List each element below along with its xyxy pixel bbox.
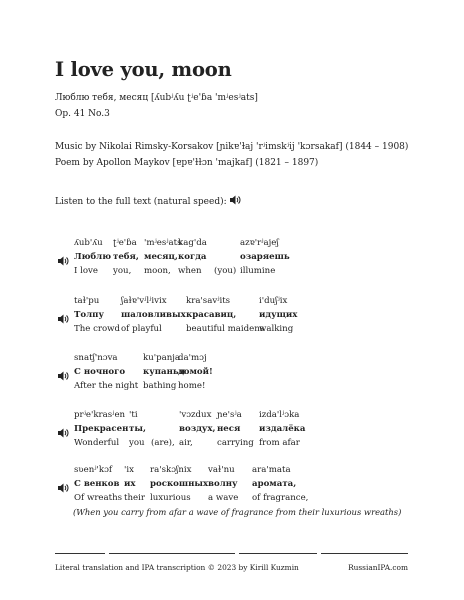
speaker-icon[interactable] <box>230 195 241 205</box>
english-gloss: when <box>178 266 202 276</box>
ipa-text: ra'skɔʃnix <box>150 465 192 475</box>
listen-label: Listen to the full text (natural speed): <box>55 197 227 207</box>
word-cell <box>179 408 216 450</box>
word-cell <box>74 294 120 336</box>
word-cell <box>208 463 238 505</box>
ipa-text: vaɫ'nu <box>208 465 235 475</box>
english-gloss: home! <box>178 381 206 391</box>
word-cell <box>259 408 305 450</box>
ipa-text: izda'lʲɔka <box>259 410 300 420</box>
ipa-text: kag'da <box>178 238 207 248</box>
site-link[interactable]: RussianIPA.com <box>348 563 408 572</box>
english-gloss: The crowd <box>74 324 121 334</box>
russian-word: С ночного <box>74 367 126 377</box>
ipa-text: 'mʲesʲats <box>144 238 182 248</box>
russian-word: их <box>124 479 136 489</box>
ipa-text <box>151 408 175 422</box>
english-gloss: Of wreaths <box>74 493 123 503</box>
english-gloss: After the night <box>74 381 139 391</box>
english-gloss: illumine <box>240 266 276 276</box>
english-gloss: Wonderful <box>74 438 120 448</box>
word-cell <box>252 463 308 505</box>
ipa-text: da'mɔj <box>178 353 207 363</box>
ipa-text: ʃaɫɐ'vʲlʲivix <box>121 296 167 306</box>
word-cell <box>259 294 297 336</box>
listen-full-text <box>55 195 241 207</box>
russian-word: тебя, <box>113 252 139 262</box>
russian-word: С венков <box>74 479 120 489</box>
english-gloss: from afar <box>259 438 300 448</box>
russian-word: ты, <box>129 424 146 434</box>
ipa-text: ku'panja <box>143 353 181 363</box>
speaker-icon[interactable] <box>58 478 69 497</box>
word-cell <box>74 236 111 278</box>
word-cell <box>240 236 290 278</box>
russian-word: месяц, <box>144 252 178 262</box>
russian-word: Толпу <box>74 310 104 320</box>
subtitle-russian: Люблю тебя, месяц [ʎubʲʎu ʈʲe'ɓa 'mʲesʲats] <box>55 93 258 103</box>
russian-word <box>151 422 175 436</box>
english-gloss: beautiful maidens <box>186 324 265 334</box>
word-cell <box>214 236 236 278</box>
russian-word: шаловливых <box>121 310 186 320</box>
english-gloss: carrying <box>217 438 254 448</box>
ipa-text: 'vɔzdux <box>179 410 212 420</box>
english-gloss: luxurious <box>150 493 191 503</box>
stanza-2 <box>58 294 408 346</box>
russian-word: красавиц, <box>186 310 237 320</box>
footer-divider <box>109 553 235 554</box>
footer-divider <box>239 553 317 554</box>
russian-word: неся <box>217 424 241 434</box>
ipa-text: ara'mata <box>252 465 291 475</box>
english-gloss: moon, <box>144 266 171 276</box>
russian-word: домой! <box>178 367 213 377</box>
ipa-text: 'ix <box>124 465 134 475</box>
russian-word: когда <box>178 252 207 262</box>
word-cell <box>217 408 254 450</box>
speaker-icon[interactable] <box>58 251 69 270</box>
ipa-text: ʈʲe'ɓa <box>113 238 137 248</box>
russian-word: Прекрасен <box>74 424 129 434</box>
english-gloss: (are), <box>151 438 175 448</box>
english-gloss: a wave <box>208 493 239 503</box>
russian-word: купанья <box>143 367 186 377</box>
word-cell <box>124 463 145 505</box>
word-cell <box>151 408 175 450</box>
ipa-text: azɐ'rʲajeʃ <box>240 238 279 248</box>
english-gloss: bathing <box>143 381 177 391</box>
ipa-text <box>214 236 236 250</box>
english-gloss: air, <box>179 438 193 448</box>
word-cell <box>74 463 122 505</box>
word-cell <box>178 351 213 393</box>
word-cell <box>113 236 139 278</box>
russian-word: идущих <box>259 310 298 320</box>
russian-word: воздух, <box>179 424 216 434</box>
russian-word: роскошных <box>150 479 209 489</box>
stanza-1 <box>58 236 408 288</box>
russian-word: озаряешь <box>240 252 290 262</box>
word-cell <box>74 351 138 393</box>
english-gloss: you, <box>113 266 132 276</box>
ipa-text: i'duʃʲix <box>259 296 288 306</box>
english-gloss: of playful <box>121 324 162 334</box>
word-cell <box>150 463 208 505</box>
russian-word: аромата, <box>252 479 297 489</box>
ipa-text: ʎub'ʎu <box>74 238 103 248</box>
speaker-icon[interactable] <box>58 366 69 385</box>
word-cell <box>129 408 146 450</box>
russian-word: Люблю <box>74 252 112 262</box>
word-cell <box>178 236 207 278</box>
stanza-3 <box>58 351 408 403</box>
ipa-text: taɫ'pu <box>74 296 100 306</box>
ipa-text: prʲe'krasʲen <box>74 410 126 420</box>
footer-divider <box>55 553 105 554</box>
music-credit: Music by Nikolai Rimsky-Korsakov [ɲikɐ'ɫaj 'rʲimskʲij 'kɔrsakaf] (1844 – 1908) <box>55 142 409 152</box>
ipa-text: snatʃ'nɔva <box>74 353 118 363</box>
ipa-text: sʋenʲ'kɔf <box>74 465 113 475</box>
english-gloss: of fragrance, <box>252 493 309 503</box>
english-gloss: their <box>124 493 145 503</box>
ipa-text: ɲe'sʲa <box>217 410 242 420</box>
opus-number: Op. 41 No.3 <box>55 109 110 119</box>
word-cell <box>186 294 264 336</box>
english-gloss: walking <box>259 324 294 334</box>
ipa-text: kra'savʲits <box>186 296 231 306</box>
ipa-text: 'ti <box>129 410 138 420</box>
page-title: I love you, moon <box>55 58 232 81</box>
english-gloss: I love <box>74 266 98 276</box>
english-gloss: you <box>129 438 145 448</box>
translation-note: (When you carry from afar a wave of fragrance from their luxurious wreaths) <box>73 507 402 517</box>
word-cell <box>74 408 128 450</box>
russian-word: издалёка <box>259 424 306 434</box>
copyright-notice: Literal translation and IPA transcription © 2023 by Kirill Kuzmin <box>55 563 299 572</box>
russian-word <box>214 250 236 264</box>
russian-word: волну <box>208 479 238 489</box>
stanza-4 <box>58 408 408 460</box>
speaker-icon[interactable] <box>58 423 69 442</box>
word-cell <box>144 236 182 278</box>
footer-divider <box>321 553 408 554</box>
poem-credit: Poem by Apollon Maykov [ɐpɐ'ɫɫɔn 'majkaf] (1821 – 1897) <box>55 158 319 168</box>
speaker-icon[interactable] <box>58 309 69 328</box>
english-gloss: (you) <box>214 266 237 276</box>
word-cell <box>121 294 186 336</box>
